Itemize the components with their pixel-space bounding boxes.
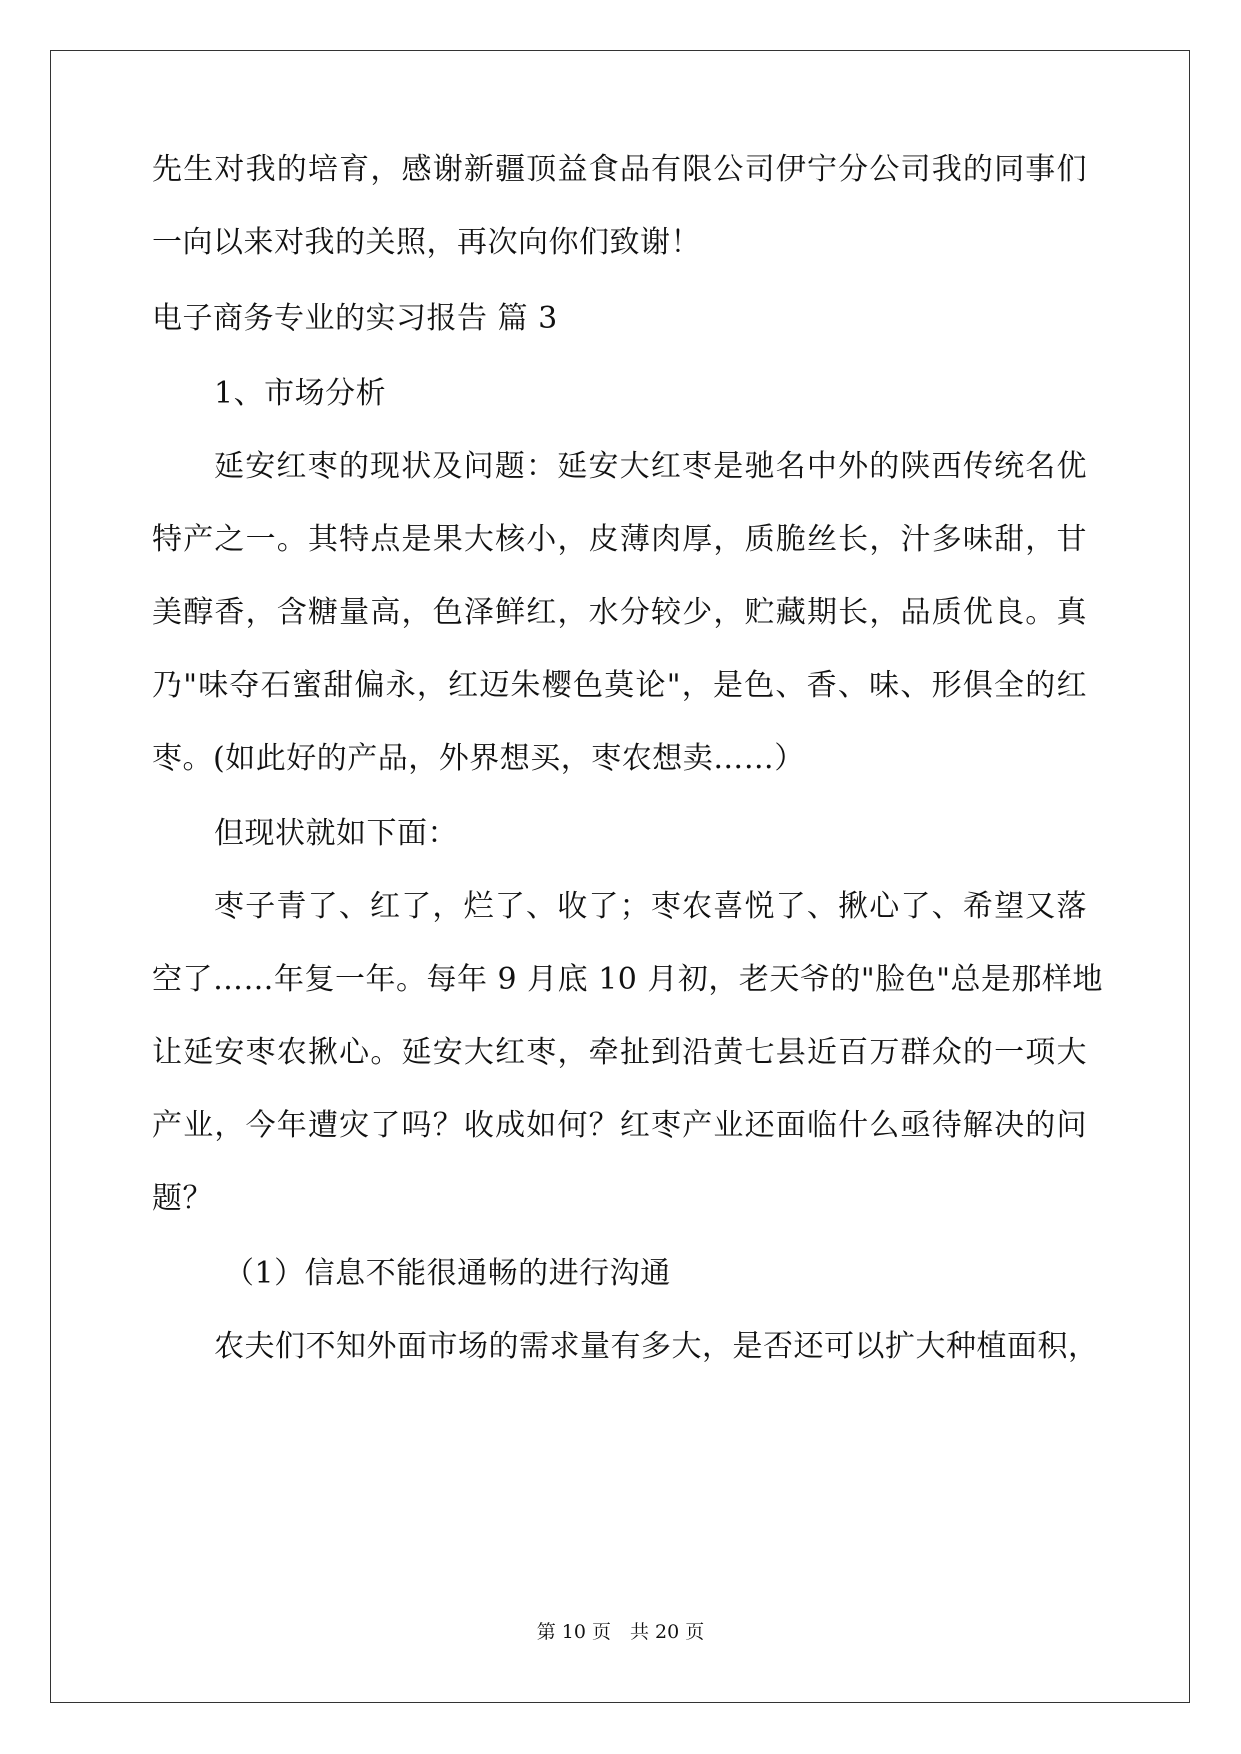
paragraph-line: 产业，今年遭灾了吗？收成如何？红枣产业还面临什么亟待解决的问 xyxy=(152,1108,1087,1143)
paragraph-line: 空了……年复一年。每年 9 月底 10 月初，老天爷的"脸色"总是那样地 xyxy=(152,962,1104,997)
paragraph-line: 题？ xyxy=(152,1181,213,1216)
paragraph-line: 枣。(如此好的产品，外界想买，枣农想卖……） xyxy=(152,741,805,776)
paragraph-line: 乃"味夺石蜜甜偏永，红迈朱樱色莫论"，是色、香、味、形俱全的红 xyxy=(152,668,1087,703)
paragraph-line: 特产之一。其特点是果大核小，皮薄肉厚，质脆丝长，汁多味甜，甘 xyxy=(152,522,1087,557)
section-heading: 电子商务专业的实习报告 篇 3 xyxy=(152,301,558,336)
paragraph-line: 一向以来对我的关照，再次向你们致谢！ xyxy=(152,225,701,260)
paragraph-line: 枣子青了、红了，烂了、收了；枣农喜悦了、揪心了、希望又落 xyxy=(214,889,1087,924)
paragraph-line: 美醇香，含糖量高，色泽鲜红，水分较少，贮藏期长，品质优良。真 xyxy=(152,595,1087,630)
paragraph-line: 延安红枣的现状及问题：延安大红枣是驰名中外的陕西传统名优 xyxy=(214,449,1087,484)
paragraph-line: 农夫们不知外面市场的需求量有多大，是否还可以扩大种植面积， xyxy=(214,1329,1099,1364)
page-footer: 第 10 页 共 20 页 xyxy=(536,1621,705,1643)
paragraph-line: 让延安枣农揪心。延安大红枣，牵扯到沿黄七县近百万群众的一项大 xyxy=(152,1035,1087,1070)
paragraph-line: 先生对我的培育，感谢新疆顶益食品有限公司伊宁分公司我的同事们 xyxy=(152,152,1087,187)
paragraph-line: 但现状就如下面： xyxy=(214,816,458,851)
page-border xyxy=(50,50,1190,1703)
list-heading: （1）信息不能很通畅的进行沟通 xyxy=(224,1256,671,1291)
subsection-heading: 1、市场分析 xyxy=(214,376,387,411)
